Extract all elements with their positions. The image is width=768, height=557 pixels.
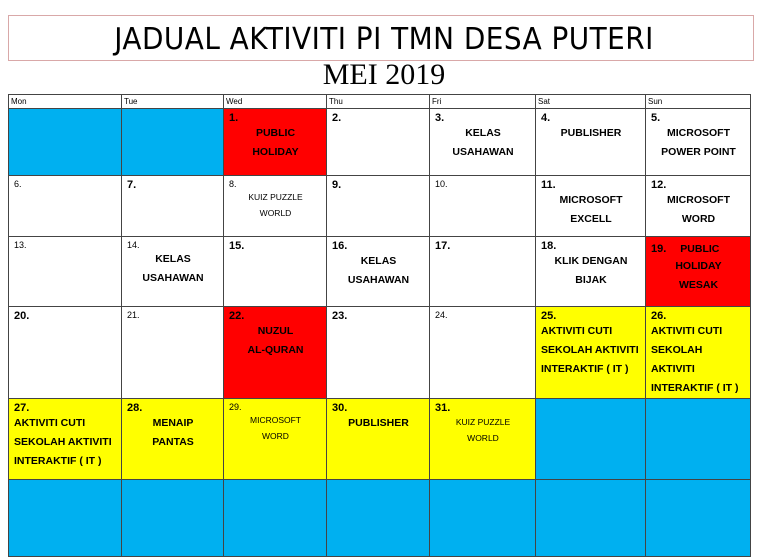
calendar-day-cell — [646, 176, 751, 237]
activity-text: BIJAK — [575, 274, 607, 286]
calendar-day-cell — [646, 480, 751, 557]
activity-text: WORLD — [467, 433, 499, 443]
page-subtitle: MEI 2019 — [322, 58, 446, 91]
activity-text: PUBLIC — [680, 243, 720, 255]
activity-text: KLIK DENGAN — [554, 255, 628, 267]
day-number: 30. — [332, 402, 348, 414]
calendar-day-cell — [224, 399, 327, 480]
calendar-day-cell — [430, 480, 536, 557]
calendar-day-cell — [430, 109, 536, 176]
day-number: 4. — [541, 112, 551, 124]
day-number: 1. — [229, 112, 239, 124]
calendar-week-row — [9, 109, 751, 176]
activity-text: KELAS — [360, 255, 397, 267]
activity-text: WORD — [681, 213, 716, 225]
calendar-day-cell — [9, 480, 122, 557]
calendar-day-cell — [430, 399, 536, 480]
calendar-day-cell — [646, 307, 751, 399]
day-number: 17. — [435, 240, 451, 252]
calendar-day-cell — [9, 176, 122, 237]
activity-text: INTERAKTIF ( IT ) — [14, 455, 102, 467]
calendar-day-cell — [224, 237, 327, 307]
calendar-day-cell — [536, 176, 646, 237]
calendar-week-row — [9, 307, 751, 399]
activity-text: PUBLISHER — [348, 417, 409, 429]
activity-text: KELAS — [155, 253, 191, 265]
day-number: 8. — [229, 179, 237, 189]
weekday-header: Wed — [224, 95, 327, 109]
calendar-day-cell — [327, 176, 430, 237]
activity-text: USAHAWAN — [452, 146, 514, 158]
activity-text: AKTIVITI CUTI — [541, 325, 613, 337]
activity-text: HOLIDAY — [675, 260, 722, 272]
activity-text: INTERAKTIF ( IT ) — [541, 363, 629, 375]
day-number: 3. — [435, 112, 445, 124]
calendar-day-cell — [122, 399, 224, 480]
activity-text: AKTIVITI CUTI — [14, 417, 86, 429]
calendar-day-cell — [327, 109, 430, 176]
calendar-day-cell — [327, 307, 430, 399]
activity-text: USAHAWAN — [142, 272, 204, 284]
day-number: 5. — [651, 112, 661, 124]
day-number: 20. — [14, 310, 30, 322]
activity-text: POWER POINT — [661, 146, 736, 158]
day-number: 21. — [127, 310, 140, 320]
calendar-day-cell — [9, 237, 122, 307]
calendar-week-row — [9, 480, 751, 557]
weekday-header: Thu — [327, 95, 430, 109]
activity-text: WORD — [262, 431, 289, 441]
calendar-day-cell — [122, 480, 224, 557]
day-number: 15. — [229, 240, 245, 252]
day-number: 23. — [332, 310, 348, 322]
day-number: 14. — [127, 240, 140, 250]
weekday-header: Mon — [9, 95, 122, 109]
calendar-week-row — [9, 237, 751, 307]
activity-text: MENAIP — [152, 417, 194, 429]
calendar-day-cell — [122, 176, 224, 237]
activity-text: NUZUL — [257, 325, 294, 337]
day-number: 18. — [541, 240, 557, 252]
day-number: 13. — [14, 240, 27, 250]
day-number: 9. — [332, 179, 342, 191]
activity-text: EXCELL — [570, 213, 612, 225]
activity-text: KUIZ PUZZLE — [248, 192, 303, 202]
day-number: 7. — [127, 179, 137, 191]
activity-text: INTERAKTIF ( IT ) — [651, 382, 739, 394]
activity-text: KELAS — [465, 127, 501, 139]
day-number: 10. — [435, 179, 448, 189]
activity-text: WESAK — [678, 279, 719, 291]
weekday-header: Fri — [430, 95, 536, 109]
day-number: 19. — [651, 243, 667, 255]
calendar-day-cell — [9, 399, 122, 480]
calendar-week-row — [9, 176, 751, 237]
calendar-day-cell — [327, 237, 430, 307]
calendar-day-cell — [9, 307, 122, 399]
day-number: 2. — [332, 112, 342, 124]
calendar-day-cell — [224, 480, 327, 557]
calendar-day-cell — [646, 109, 751, 176]
calendar-day-cell — [536, 237, 646, 307]
activity-text: PUBLISHER — [560, 127, 622, 139]
day-number: 16. — [332, 240, 348, 252]
weekday-header: Tue — [122, 95, 224, 109]
activity-text: WORLD — [259, 208, 292, 218]
calendar-day-cell — [646, 399, 751, 480]
calendar-day-cell — [122, 237, 224, 307]
activity-text: SEKOLAH AKTIVITI — [14, 436, 112, 448]
day-number: 28. — [127, 402, 143, 414]
calendar-day-cell — [430, 307, 536, 399]
activity-text: KUIZ PUZZLE — [455, 417, 511, 427]
calendar-day-cell — [430, 237, 536, 307]
calendar-day-cell — [224, 109, 327, 176]
page-title: JADUAL AKTIVITI PI TMN DESA PUTERI — [114, 22, 654, 57]
calendar-day-cell — [536, 109, 646, 176]
calendar-day-cell — [536, 307, 646, 399]
activity-text: MICROSOFT — [667, 127, 730, 139]
calendar-body — [9, 109, 751, 557]
day-number: 22. — [229, 310, 245, 322]
activity-text: SEKOLAH AKTIVITI — [541, 344, 639, 356]
calendar-day-cell — [430, 176, 536, 237]
calendar-week-row — [9, 399, 751, 480]
activity-text: PANTAS — [152, 436, 194, 448]
activity-text: MICROSOFT — [250, 415, 301, 425]
weekday-header: Sun — [646, 95, 751, 109]
day-number: 29. — [229, 402, 242, 412]
day-number: 12. — [651, 179, 667, 191]
calendar-day-cell — [122, 109, 224, 176]
day-number: 31. — [435, 402, 451, 414]
day-number: 11. — [541, 179, 556, 191]
activity-text: MICROSOFT — [667, 194, 730, 206]
weekday-header-row — [9, 95, 751, 109]
weekday-header: Sat — [536, 95, 646, 109]
day-number: 6. — [14, 179, 22, 189]
calendar-day-cell — [536, 480, 646, 557]
day-number: 24. — [435, 310, 448, 320]
calendar-day-cell — [122, 307, 224, 399]
calendar-day-cell — [9, 109, 122, 176]
day-number: 27. — [14, 402, 30, 414]
calendar-day-cell — [646, 237, 751, 307]
activity-text: AKTIVITI CUTI — [651, 325, 723, 337]
activity-text: MICROSOFT — [559, 194, 623, 206]
calendar-day-cell — [327, 399, 430, 480]
activity-text: PUBLIC — [255, 127, 296, 139]
day-number: 25. — [541, 310, 557, 322]
calendar-day-cell — [327, 480, 430, 557]
day-number: 26. — [651, 310, 667, 322]
activity-text: SEKOLAH AKTIVITI — [651, 344, 703, 375]
calendar-day-cell — [536, 399, 646, 480]
calendar-day-cell — [224, 176, 327, 237]
activity-text: USAHAWAN — [347, 274, 410, 286]
activity-text: HOLIDAY — [252, 146, 299, 158]
activity-text: AL-QURAN — [247, 344, 304, 356]
calendar-table — [8, 94, 751, 557]
calendar-day-cell — [224, 307, 327, 399]
